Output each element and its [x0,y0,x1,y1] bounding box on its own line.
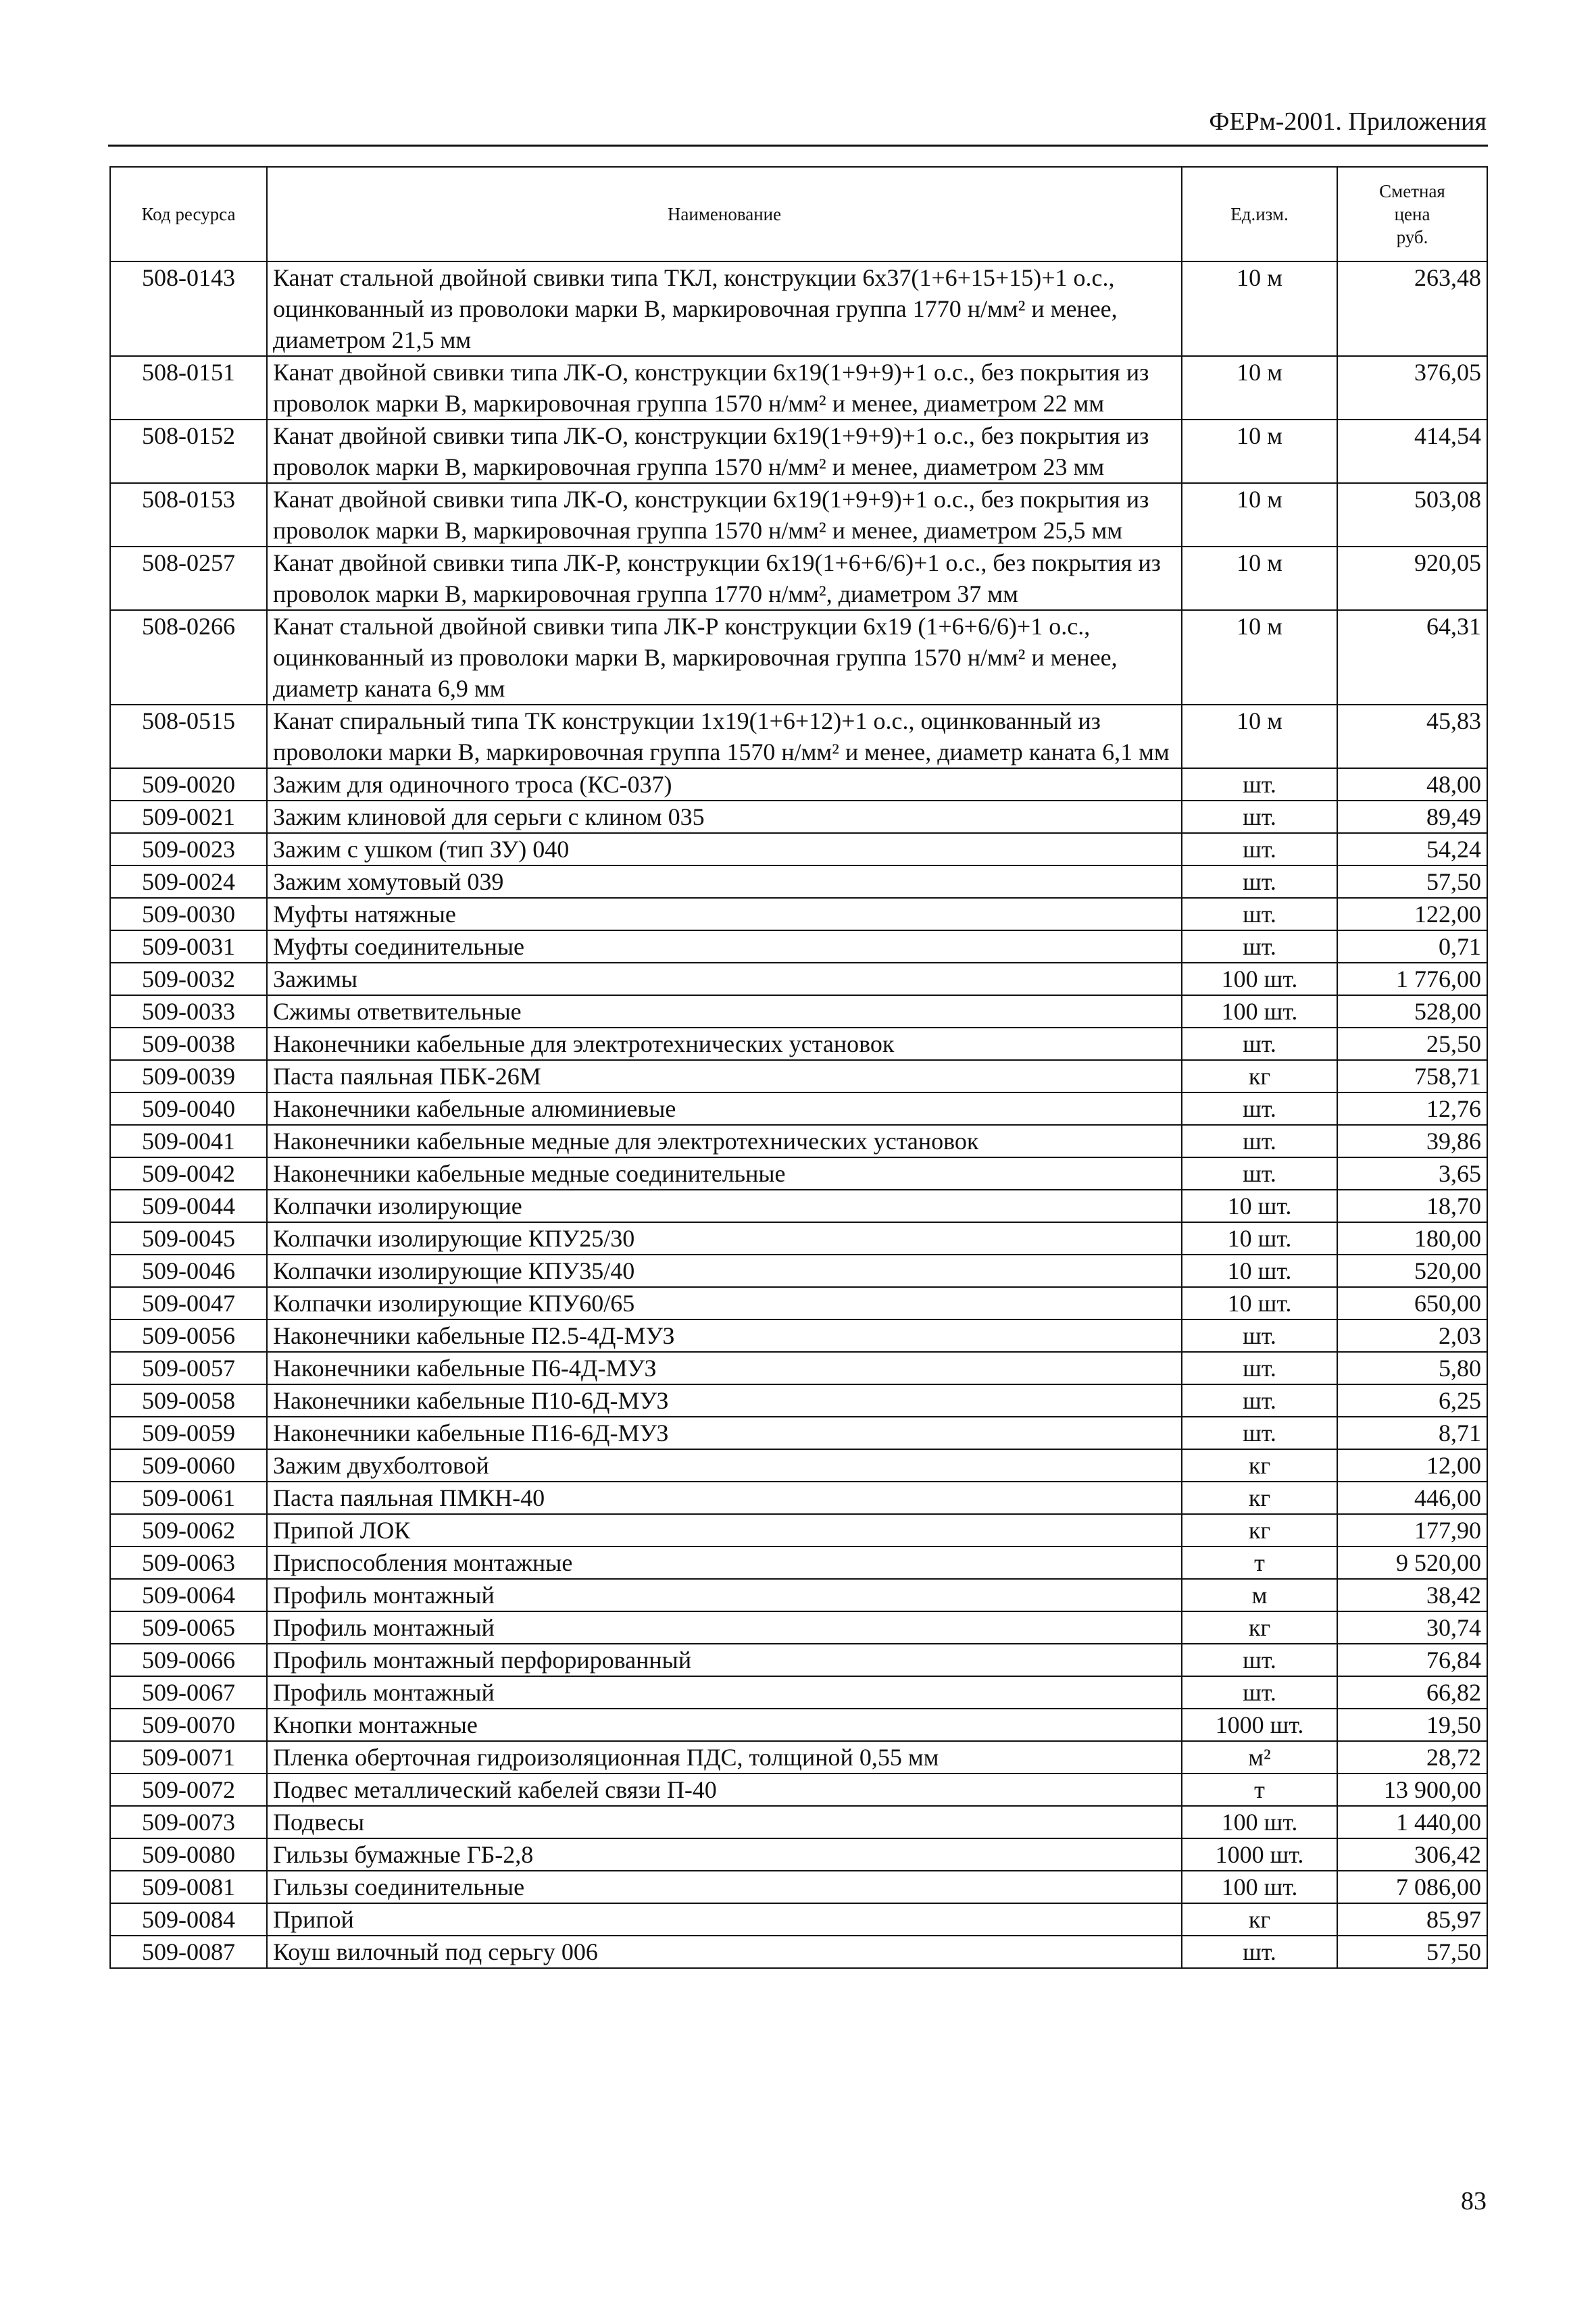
resource-code-cell: 509-0044 [110,1190,267,1222]
table-row [110,1092,1487,1125]
price-cell: 76,84 [1337,1644,1487,1676]
unit-cell: 10 м [1182,483,1337,547]
table-row [110,1417,1487,1449]
resource-name-cell: Канат стальной двойной свивки типа ЛК-Р конструкции 6х19 (1+6+6/6)+1 о.с., оцинкованный из проволоки марки В, маркировочная группа 1570 н/мм² и менее, диаметр каната 6,9 мм [267,610,1182,705]
resource-code-cell: 509-0061 [110,1482,267,1514]
resource-code-cell: 509-0041 [110,1125,267,1157]
unit-cell: шт. [1182,1417,1337,1449]
resource-code-cell: 509-0081 [110,1871,267,1903]
column-header-price [1337,167,1487,261]
resource-code-cell: 509-0039 [110,1060,267,1092]
price-cell: 2,03 [1337,1319,1487,1352]
unit-cell: шт. [1182,1676,1337,1709]
table-row [110,1838,1487,1871]
resource-name-cell: Зажим двухболтовой [267,1449,1182,1482]
price-cell: 54,24 [1337,833,1487,865]
unit-cell: кг [1182,1449,1337,1482]
price-cell: 38,42 [1337,1579,1487,1611]
resource-code-cell: 509-0058 [110,1384,267,1417]
resource-name-cell: Зажимы [267,963,1182,995]
unit-cell: шт. [1182,1125,1337,1157]
price-cell: 25,50 [1337,1028,1487,1060]
table-row [110,1806,1487,1838]
unit-cell: 10 шт. [1182,1287,1337,1319]
price-cell: 177,90 [1337,1514,1487,1546]
resource-code-cell: 509-0067 [110,1676,267,1709]
table-row [110,1125,1487,1157]
resource-name-cell: Колпачки изолирующие [267,1190,1182,1222]
unit-cell: шт. [1182,930,1337,963]
resource-name-cell: Наконечники кабельные для электротехнических установок [267,1028,1182,1060]
table-row [110,1482,1487,1514]
resource-name-cell: Подвес металлический кабелей связи П-40 [267,1774,1182,1806]
table-row [110,1157,1487,1190]
price-cell: 1 776,00 [1337,963,1487,995]
resource-code-cell: 509-0073 [110,1806,267,1838]
table-row [110,1676,1487,1709]
table-header-row [110,167,1487,261]
unit-cell: кг [1182,1482,1337,1514]
page-number: 83 [1461,2187,1487,2215]
price-cell: 57,50 [1337,1936,1487,1968]
resource-code-cell: 508-0266 [110,610,267,705]
table-row [110,1741,1487,1774]
resource-code-cell: 509-0062 [110,1514,267,1546]
column-header-price-line3: руб. [1396,227,1428,247]
unit-cell: 10 шт. [1182,1190,1337,1222]
table-row [110,1449,1487,1482]
price-cell: 520,00 [1337,1255,1487,1287]
table-row [110,865,1487,898]
price-cell: 13 900,00 [1337,1774,1487,1806]
table-row [110,610,1487,705]
table-row [110,768,1487,801]
resource-code-cell: 508-0153 [110,483,267,547]
resource-name-cell: Зажим хомутовый 039 [267,865,1182,898]
resource-name-cell: Наконечники кабельные медные соединительные [267,1157,1182,1190]
resource-code-cell: 509-0031 [110,930,267,963]
table-row [110,483,1487,547]
table-row [110,833,1487,865]
table-row [110,1903,1487,1936]
price-cell: 8,71 [1337,1417,1487,1449]
unit-cell: 10 м [1182,705,1337,768]
resource-code-cell: 509-0023 [110,833,267,865]
unit-cell: шт. [1182,1352,1337,1384]
header-rule [108,145,1488,147]
table-row [110,995,1487,1028]
unit-cell: шт. [1182,865,1337,898]
resource-code-cell: 509-0042 [110,1157,267,1190]
resource-name-cell: Канат двойной свивки типа ЛК-Р, конструкции 6х19(1+6+6/6)+1 о.с., без покрытия из проволок марки В, маркировочная группа 1770 н/мм², диаметром 37 мм [267,547,1182,610]
resource-code-cell: 509-0038 [110,1028,267,1060]
table-row [110,1060,1487,1092]
price-cell: 758,71 [1337,1060,1487,1092]
table-row [110,1774,1487,1806]
table-row [110,356,1487,420]
table-row [110,1936,1487,1968]
resource-code-cell: 509-0071 [110,1741,267,1774]
resource-name-cell: Канат стальной двойной свивки типа ТКЛ, конструкции 6х37(1+6+15+15)+1 о.с., оцинкованный из проволоки марки В, маркировочная группа 1770 н/мм² и менее, диаметром 21,5 мм [267,261,1182,356]
price-cell: 6,25 [1337,1384,1487,1417]
resource-code-cell: 509-0084 [110,1903,267,1936]
column-header-unit: Ед.изм. [1182,167,1337,261]
resource-price-table [109,166,1488,1969]
resource-name-cell: Канат двойной свивки типа ЛК-О, конструкции 6х19(1+9+9)+1 о.с., без покрытия из проволок марки В, маркировочная группа 1570 н/мм² и менее, диаметром 23 мм [267,420,1182,483]
unit-cell: шт. [1182,768,1337,801]
price-cell: 89,49 [1337,801,1487,833]
resource-code-cell: 508-0143 [110,261,267,356]
resource-code-cell: 508-0152 [110,420,267,483]
resource-name-cell: Зажим с ушком (тип ЗУ) 040 [267,833,1182,865]
table-row [110,1546,1487,1579]
column-header-name: Наименование [267,167,1182,261]
resource-name-cell: Наконечники кабельные П16-6Д-МУЗ [267,1417,1182,1449]
table-row [110,930,1487,963]
unit-cell: 100 шт. [1182,1871,1337,1903]
resource-name-cell: Колпачки изолирующие КПУ35/40 [267,1255,1182,1287]
unit-cell: 10 шт. [1182,1255,1337,1287]
unit-cell: т [1182,1546,1337,1579]
unit-cell: шт. [1182,1092,1337,1125]
resource-name-cell: Профиль монтажный [267,1676,1182,1709]
price-cell: 39,86 [1337,1125,1487,1157]
resource-name-cell: Пленка оберточная гидроизоляционная ПДС, толщиной 0,55 мм [267,1741,1182,1774]
resource-name-cell: Зажим для одиночного троса (КС-037) [267,768,1182,801]
resource-code-cell: 509-0080 [110,1838,267,1871]
column-header-code: Код ресурса [110,167,267,261]
table-row [110,1644,1487,1676]
table-row [110,1319,1487,1352]
resource-name-cell: Гильзы соединительные [267,1871,1182,1903]
resource-name-cell: Приспособления монтажные [267,1546,1182,1579]
price-cell: 12,76 [1337,1092,1487,1125]
price-cell: 376,05 [1337,356,1487,420]
table-row [110,1028,1487,1060]
price-cell: 48,00 [1337,768,1487,801]
resource-code-cell: 509-0066 [110,1644,267,1676]
unit-cell: шт. [1182,898,1337,930]
unit-cell: кг [1182,1903,1337,1936]
resource-code-cell: 509-0032 [110,963,267,995]
resource-code-cell: 509-0056 [110,1319,267,1352]
resource-code-cell: 508-0257 [110,547,267,610]
resource-code-cell: 509-0060 [110,1449,267,1482]
resource-code-cell: 508-0151 [110,356,267,420]
price-cell: 3,65 [1337,1157,1487,1190]
price-cell: 57,50 [1337,865,1487,898]
resource-name-cell: Профиль монтажный [267,1579,1182,1611]
resource-code-cell: 508-0515 [110,705,267,768]
resource-name-cell: Наконечники кабельные П10-6Д-МУЗ [267,1384,1182,1417]
price-cell: 528,00 [1337,995,1487,1028]
resource-name-cell: Кнопки монтажные [267,1709,1182,1741]
resource-name-cell: Паста паяльная ПБК-26М [267,1060,1182,1092]
price-cell: 66,82 [1337,1676,1487,1709]
unit-cell: шт. [1182,833,1337,865]
table-row [110,1352,1487,1384]
table-row [110,547,1487,610]
price-cell: 19,50 [1337,1709,1487,1741]
resource-name-cell: Муфты соединительные [267,930,1182,963]
price-cell: 1 440,00 [1337,1806,1487,1838]
price-cell: 85,97 [1337,1903,1487,1936]
unit-cell: 100 шт. [1182,995,1337,1028]
unit-cell: кг [1182,1514,1337,1546]
price-cell: 0,71 [1337,930,1487,963]
table-row [110,420,1487,483]
table-row [110,1709,1487,1741]
table-row [110,1190,1487,1222]
resource-name-cell: Наконечники кабельные П2.5-4Д-МУЗ [267,1319,1182,1352]
table-row [110,963,1487,995]
table-row [110,1579,1487,1611]
resource-name-cell: Коуш вилочный под серьгу 006 [267,1936,1182,1968]
unit-cell: м [1182,1579,1337,1611]
resource-name-cell: Гильзы бумажные ГБ-2,8 [267,1838,1182,1871]
resource-name-cell: Наконечники кабельные медные для электротехнических установок [267,1125,1182,1157]
price-cell: 446,00 [1337,1482,1487,1514]
price-cell: 263,48 [1337,261,1487,356]
resource-code-cell: 509-0047 [110,1287,267,1319]
unit-cell: 10 шт. [1182,1222,1337,1255]
unit-cell: шт. [1182,1384,1337,1417]
table-row [110,1222,1487,1255]
resource-name-cell: Подвесы [267,1806,1182,1838]
page-header-title: ФЕРм-2001. Приложения [1209,107,1487,136]
unit-cell: т [1182,1774,1337,1806]
price-cell: 7 086,00 [1337,1871,1487,1903]
price-cell: 650,00 [1337,1287,1487,1319]
unit-cell: кг [1182,1060,1337,1092]
table-row [110,1255,1487,1287]
table-row [110,261,1487,356]
column-header-price-line1: Сметная [1379,181,1445,201]
resource-code-cell: 509-0087 [110,1936,267,1968]
resource-name-cell: Колпачки изолирующие КПУ60/65 [267,1287,1182,1319]
resource-name-cell: Канат двойной свивки типа ЛК-О, конструкции 6х19(1+9+9)+1 о.с., без покрытия из проволок марки В, маркировочная группа 1570 н/мм² и менее, диаметром 25,5 мм [267,483,1182,547]
resource-code-cell: 509-0030 [110,898,267,930]
resource-code-cell: 509-0064 [110,1579,267,1611]
resource-name-cell: Припой ЛОК [267,1514,1182,1546]
resource-code-cell: 509-0024 [110,865,267,898]
resource-code-cell: 509-0046 [110,1255,267,1287]
table-row [110,1871,1487,1903]
price-cell: 18,70 [1337,1190,1487,1222]
price-cell: 45,83 [1337,705,1487,768]
price-cell: 64,31 [1337,610,1487,705]
unit-cell: 10 м [1182,356,1337,420]
resource-name-cell: Зажим клиновой для серьги с клином 035 [267,801,1182,833]
price-cell: 503,08 [1337,483,1487,547]
resource-name-cell: Паста паяльная ПМКН-40 [267,1482,1182,1514]
unit-cell: кг [1182,1611,1337,1644]
table-row [110,1611,1487,1644]
unit-cell: шт. [1182,1028,1337,1060]
price-cell: 9 520,00 [1337,1546,1487,1579]
price-cell: 122,00 [1337,898,1487,930]
column-header-price-line2: цена [1394,204,1430,224]
resource-code-cell: 509-0065 [110,1611,267,1644]
resource-code-cell: 509-0059 [110,1417,267,1449]
table-row [110,1287,1487,1319]
price-cell: 306,42 [1337,1838,1487,1871]
resource-name-cell: Сжимы ответвительные [267,995,1182,1028]
price-cell: 414,54 [1337,420,1487,483]
price-cell: 28,72 [1337,1741,1487,1774]
unit-cell: 10 м [1182,547,1337,610]
resource-code-cell: 509-0020 [110,768,267,801]
resource-name-cell: Припой [267,1903,1182,1936]
table-row [110,705,1487,768]
unit-cell: 10 м [1182,420,1337,483]
price-cell: 920,05 [1337,547,1487,610]
table-body [110,261,1487,1968]
resource-name-cell: Профиль монтажный [267,1611,1182,1644]
resource-name-cell: Профиль монтажный перфорированный [267,1644,1182,1676]
resource-name-cell: Муфты натяжные [267,898,1182,930]
unit-cell: шт. [1182,801,1337,833]
unit-cell: 100 шт. [1182,1806,1337,1838]
table-row [110,801,1487,833]
unit-cell: 1000 шт. [1182,1838,1337,1871]
resource-name-cell: Канат двойной свивки типа ЛК-О, конструкции 6х19(1+9+9)+1 о.с., без покрытия из проволок марки В, маркировочная группа 1570 н/мм² и менее, диаметром 22 мм [267,356,1182,420]
resource-name-cell: Наконечники кабельные П6-4Д-МУЗ [267,1352,1182,1384]
unit-cell: м² [1182,1741,1337,1774]
unit-cell: 10 м [1182,261,1337,356]
resource-code-cell: 509-0057 [110,1352,267,1384]
resource-code-cell: 509-0045 [110,1222,267,1255]
resource-name-cell: Колпачки изолирующие КПУ25/30 [267,1222,1182,1255]
resource-code-cell: 509-0021 [110,801,267,833]
unit-cell: шт. [1182,1644,1337,1676]
resource-code-cell: 509-0040 [110,1092,267,1125]
resource-code-cell: 509-0072 [110,1774,267,1806]
price-cell: 12,00 [1337,1449,1487,1482]
table-row [110,1514,1487,1546]
resource-name-cell: Канат спиральный типа ТК конструкции 1х19(1+6+12)+1 о.с., оцинкованный из проволоки марки В, маркировочная группа 1570 н/мм² и менее, диаметр каната 6,1 мм [267,705,1182,768]
unit-cell: 10 м [1182,610,1337,705]
price-cell: 180,00 [1337,1222,1487,1255]
unit-cell: 100 шт. [1182,963,1337,995]
resource-code-cell: 509-0063 [110,1546,267,1579]
unit-cell: шт. [1182,1157,1337,1190]
table-row [110,898,1487,930]
resource-code-cell: 509-0070 [110,1709,267,1741]
unit-cell: шт. [1182,1936,1337,1968]
price-cell: 30,74 [1337,1611,1487,1644]
unit-cell: шт. [1182,1319,1337,1352]
table-row [110,1384,1487,1417]
resource-name-cell: Наконечники кабельные алюминиевые [267,1092,1182,1125]
price-cell: 5,80 [1337,1352,1487,1384]
unit-cell: 1000 шт. [1182,1709,1337,1741]
resource-code-cell: 509-0033 [110,995,267,1028]
